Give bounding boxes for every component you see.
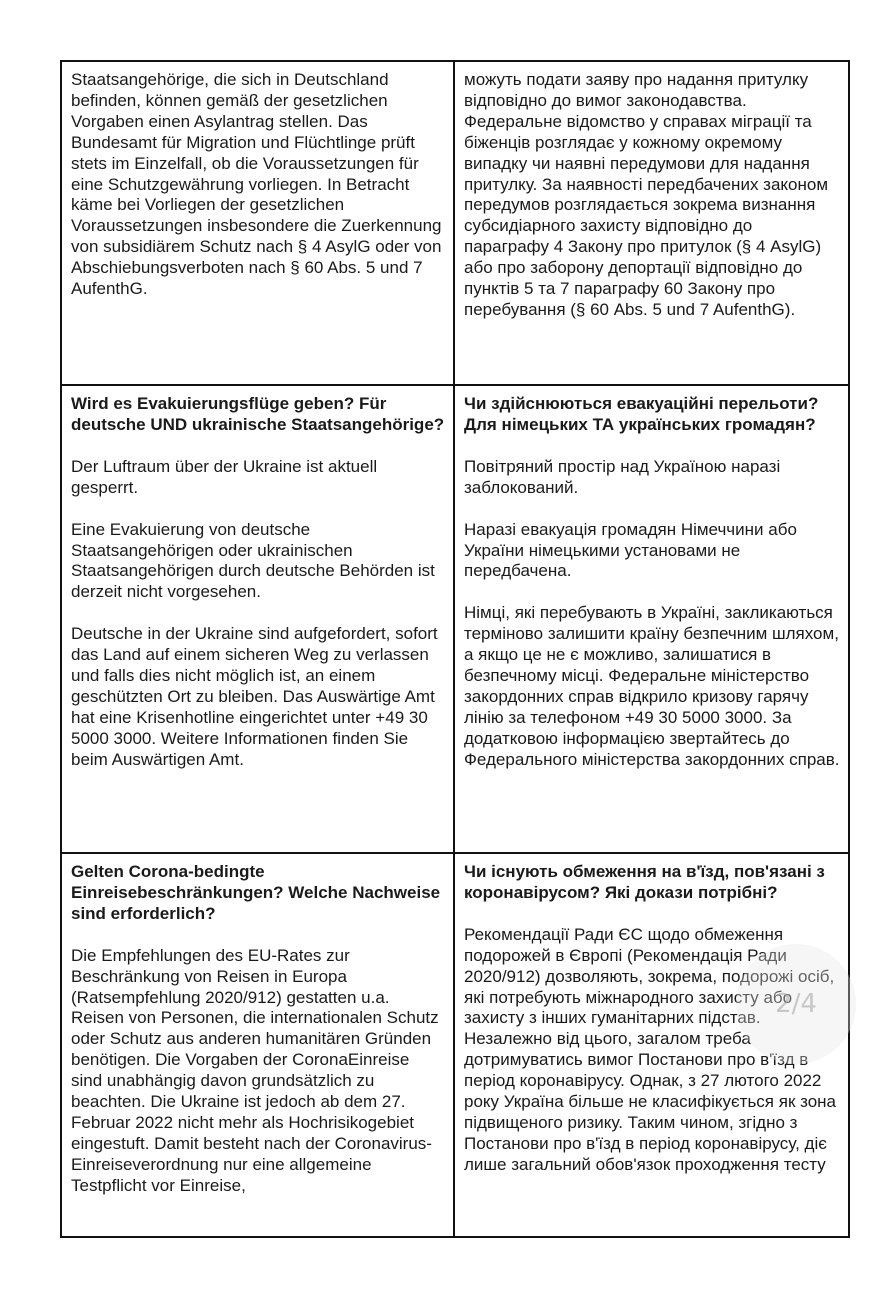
table-row xyxy=(61,385,849,853)
german-question: Gelten Corona-bedingte Einreisebeschränkungen? Welche Nachweise sind erforderlich? xyxy=(71,862,441,923)
ukrainian-cell xyxy=(454,385,849,853)
german-paragraph: Die Empfehlungen des EU-Rates zur Beschränkung von Reisen in Europa (Ratsempfehlung 2020/912) gestatten u.a. Reisen von Personen, die internationalen Schutz oder Schutz aus anderen humanitären Gründen benötigen. Die Vorgaben der CoronaEinreise sind unabhängig davon grundsätzlich zu beachten. Die Ukraine ist jedoch ab dem 27. Februar 2022 nicht mehr als Hochrisikogebiet eingestuft. Damit besteht nach der Coronavirus-Einreiseverordnung nur eine allgemeine Testpflicht vor Einreise, xyxy=(71,945,439,1195)
ukrainian-question: Чи існують обмеження на в'їзд, пов'язані з коронавірусом? Які докази потрібні? xyxy=(464,862,825,902)
ukrainian-paragraph: Рекомендації Ради ЄС щодо обмеження подорожей в Європі (Рекомендація Ради 2020/912) дозволяють, зокрема, подорожі осіб, які потребують міжнародного захисту або захисту з інших гуманітарних підстав. Незалежно від цього, загалом треба дотримуватись вимог Постанови про в'їзд в період коронавірусу. Однак, з 27 лютого 2022 року Україна більше не класифікується як зона підвищеного ризику. Таким чином, згідно з Постанови про в'їзд в період коронавірусу, діє лише загальний обов'язок проходження тесту xyxy=(464,924,837,1174)
ukrainian-paragraph: Німці, які перебувають в Україні, закликаються терміново залишити країну безпечним шляхом, а якщо це не є можливо, залишатися в безпечному місці. Федеральне міністерство закордонних справ відкрило кризову гарячу лінію за телефоном +49 30 5000 3000. За додатковою інформацією звертайтесь до Федерального міністерства закордонних справ. xyxy=(464,603,840,769)
table-row xyxy=(61,853,849,1237)
german-cell xyxy=(61,853,454,1237)
german-paragraph: Deutsche in der Ukraine sind aufgefordert, sofort das Land auf einem sicheren Weg zu verlassen und falls dies nicht möglich ist, an einem geschützten Ort zu bleiben. Das Auswärtige Amt hat eine Krisenhotline eingerichtet unter +49 30 5000 3000. Weitere Informationen finden Sie beim Auswärtigen Amt. xyxy=(71,624,438,769)
german-paragraph: Staatsangehörige, die sich in Deutschland befinden, können gemäß der gesetzlichen Vorgaben einen Asylantrag stellen. Das Bundesamt für Migration und Flüchtlinge prüft stets im Einzelfall, ob die Voraussetzungen für eine Schutzgewährung vorliegen. In Betracht käme bei Vorliegen der gesetzlichen Voraussetzungen insbesondere die Zuerkennung von subsidiärem Schutz nach § 4 AsylG oder von Abschiebungsverboten nach § 60 Abs. 5 und 7 AufenthG. xyxy=(71,70,442,299)
german-cell xyxy=(61,61,454,385)
german-question: Wird es Evakuierungsflüge geben? Für deutsche UND ukrainische Staatsangehörige? xyxy=(71,394,445,434)
ukrainian-paragraph: Наразі евакуація громадян Німеччини або України німецькими установами не передбачена. xyxy=(464,519,797,581)
bilingual-table xyxy=(60,60,850,1238)
ukrainian-question: Чи здійснюються евакуаційні перельоти? Для німецьких ТА українських громадян? xyxy=(464,394,819,434)
german-paragraph: Eine Evakuierung von deutsche Staatsangehörigen oder ukrainischen Staatsangehörigen durch deutsche Behörden ist derzeit nicht vorgesehen. xyxy=(71,519,435,602)
ukrainian-cell xyxy=(454,61,849,385)
ukrainian-paragraph: можуть подати заяву про надання притулку відповідно до вимог законодавства. Федеральне відомство у справах міграції та біженців розглядає у кожному окремому випадку чи наявні передумови для надання притулку. За наявності передбачених законом передумов розглядається зокрема визнання субсидіарного захисту відповідно до параграфу 4 Закону про притулок (§ 4 AsylG) або про заборону депортації відповідно до пунктів 5 та 7 параграфу 60 Закону про перебування (§ 60 Abs. 5 und 7 AufenthG). xyxy=(464,70,829,319)
page-indicator: 2/4 xyxy=(736,944,856,1064)
ukrainian-paragraph: Повітряний простір над Україною наразі заблокований. xyxy=(464,456,781,497)
table-row xyxy=(61,61,849,385)
german-cell xyxy=(61,385,454,853)
german-paragraph: Der Luftraum über der Ukraine ist aktuell gesperrt. xyxy=(71,456,378,497)
